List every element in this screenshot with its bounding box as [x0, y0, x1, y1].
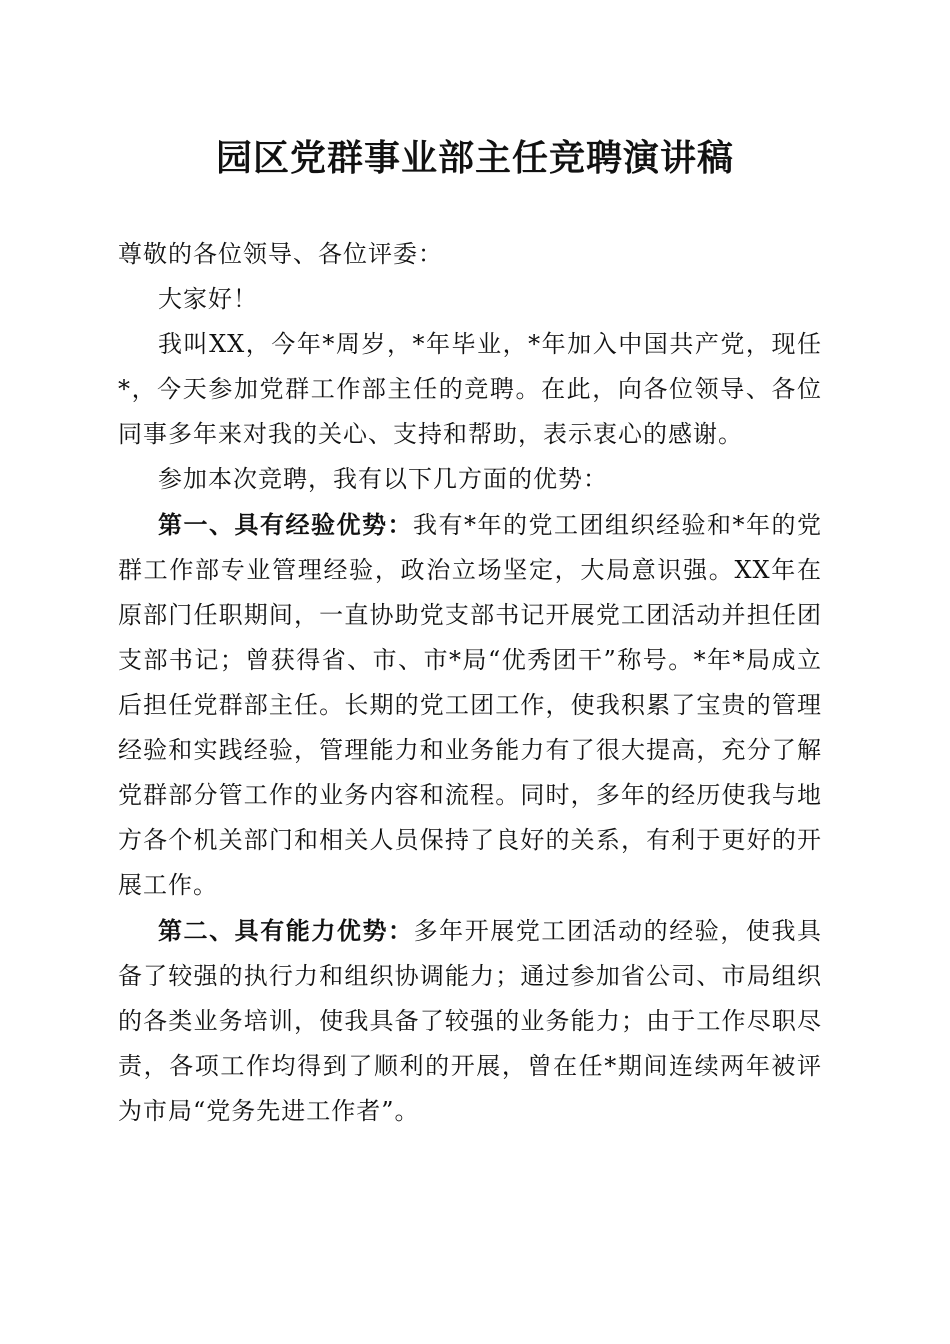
paragraph-ability-advantage — [118, 908, 822, 1134]
paragraph-text: 多年开展党工团活动的经验，使我具备了较强的执行力和组织协调能力；通过参加省公司、市局组织的各类业务培训，使我具备了较强的业务能力；由于工作尽职尽责，各项工作均得到了顺利的开展，曾在任*期间连续两年被评为市局“党务先进工作者”。 — [118, 917, 823, 1125]
greeting: 大家好！ — [158, 285, 258, 313]
paragraph-advantages-intro — [118, 457, 822, 502]
paragraph-text: 我有*年的党工团组织经验和*年的党群工作部专业管理经验，政治立场坚定，大局意识强。XX年在原部门任职期间，一直协助党支部书记开展党工团活动并担任团支部书记；曾获得省、市、市*局“优秀团干”称号。*年*局成立后担任党群部主任。长期的党工团工作，使我积累了宝贵的管理经验和实践经验，管理能力和业务能力有了很大提高，充分了解党群部分管工作的业务内容和流程。同时，多年的经历使我与地方各个机关部门和相关人员保持了良好的关系，有利于更好的开展工作。 — [118, 511, 822, 899]
paragraph-text: 参加本次竞聘，我有以下几方面的优势： — [158, 465, 608, 493]
paragraph-lead: 第一、具有经验优势： — [158, 510, 413, 539]
paragraph-experience-advantage — [118, 502, 822, 908]
document-body — [118, 232, 822, 1134]
paragraph-text: 我叫XX，今年*周岁，*年毕业，*年加入中国共产党，现任*，今天参加党群工作部主任的竞聘。在此，向各位领导、各位同事多年来对我的关心、支持和帮助，表示衷心的感谢。 — [118, 330, 822, 448]
document-title: 园区党群事业部主任竞聘演讲稿 — [215, 137, 734, 179]
paragraph-introduction — [118, 322, 822, 457]
paragraph-lead: 第二、具有能力优势： — [158, 916, 414, 945]
salutation: 尊敬的各位领导、各位评委： — [118, 240, 443, 268]
